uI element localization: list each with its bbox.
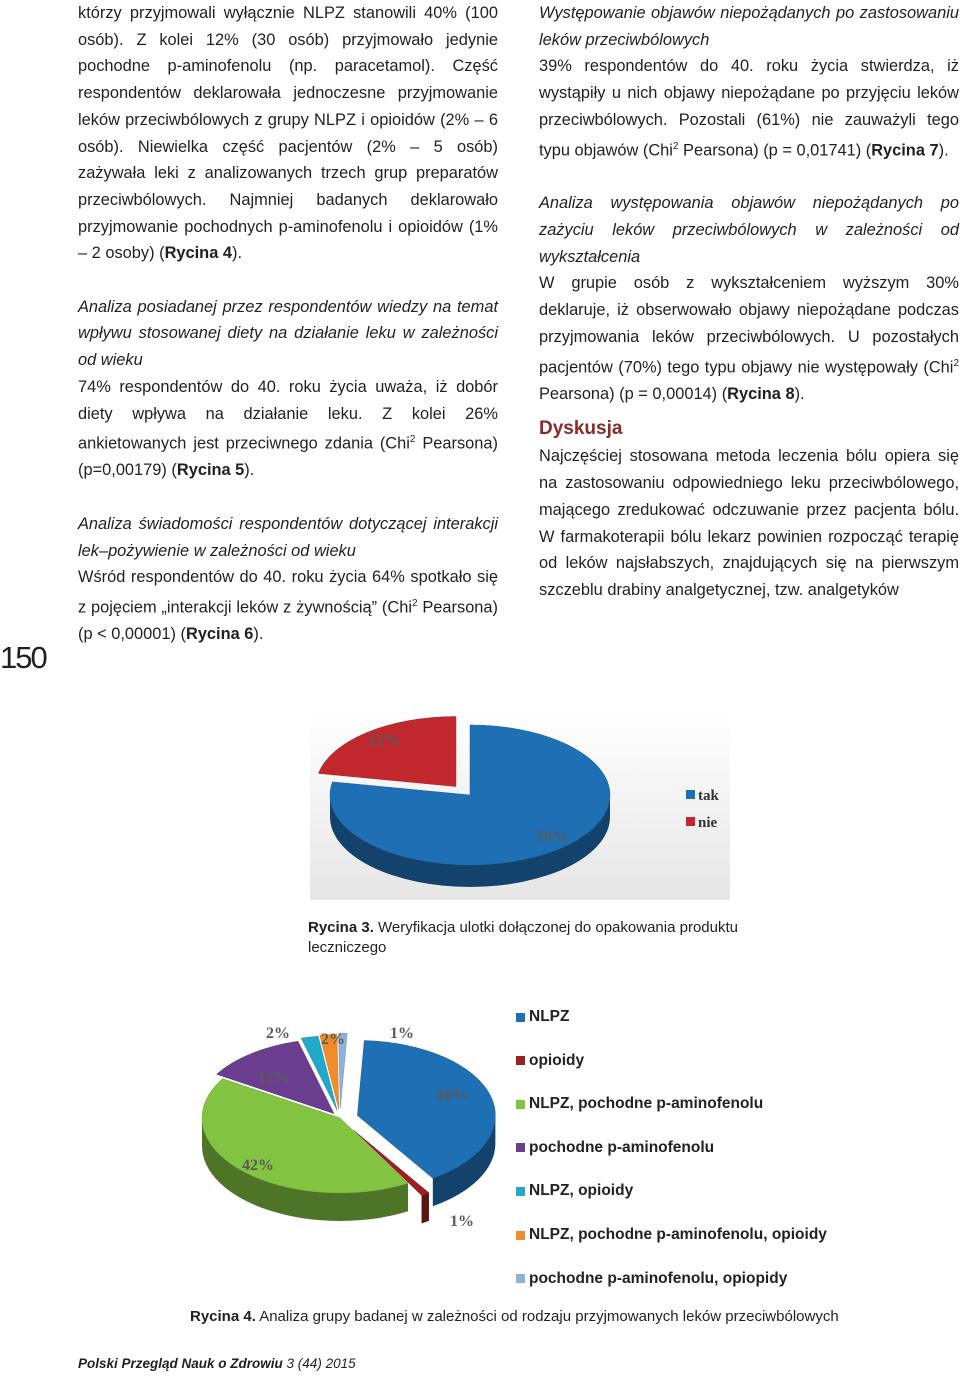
journal-footer: Polski Przegląd Nauk o Zdrowiu 3 (44) 2015	[78, 1356, 356, 1371]
subsection-heading: Analiza świadomości respondentów dotyczącej interakcji lek–pożywienie w zależności od wieku	[78, 514, 498, 560]
legend-item	[516, 1226, 827, 1244]
right-text-column	[539, 0, 959, 604]
legend-item	[516, 1052, 584, 1070]
data-label: 2%	[321, 1031, 345, 1048]
figure-ref: Rycina 6	[185, 625, 254, 644]
paragraph: 74% respondentów do 40. roku życia uważa, iż dobór diety wpływa na działanie leku. Z kolei 26% ankietowanych jest przeciwnego zdania (Chi$^2$ Pearsona) (p=0,00179) (Rycina 5).	[78, 377, 498, 480]
paragraph: 39% respondentów do 40. roku życia stwierdza, iż wystąpiły u nich objawy niepożądane po przyjęciu leków przeciwbólowych. Pozostali (61%) nie zauważyli tego typu objawów (Chi$^2$ Pearsona) (p = 0,01741) (Rycina 7).	[539, 57, 959, 159]
paragraph: Wśród respondentów do 40. roku życia 64% spotkało się z pojęciem „interakcji leków z żywnością” (Chi$^2$ Pearsona) (p < 0,00001) (Rycina 6).	[78, 568, 498, 644]
figure-4-chart	[190, 1000, 510, 1250]
legend-label: NLPZ	[529, 1008, 570, 1025]
legend-swatch	[516, 1056, 525, 1065]
legend-label: nie	[698, 815, 718, 831]
legend-item	[516, 1182, 633, 1200]
legend-item	[516, 1270, 787, 1288]
legend-label: pochodne p-aminofenolu	[529, 1138, 715, 1156]
legend-label: NLPZ, pochodne p-aminofenolu	[529, 1095, 764, 1113]
legend-swatch	[516, 1100, 525, 1109]
legend-swatch	[516, 1143, 525, 1152]
legend-swatch	[516, 1187, 525, 1196]
legend-swatch	[516, 1274, 525, 1283]
legend-swatch	[686, 790, 695, 799]
legend-label: tak	[698, 788, 719, 804]
figure-ref: Rycina 7	[871, 140, 939, 159]
data-label: 1%	[450, 1213, 474, 1230]
left-text-column	[78, 0, 498, 648]
paragraph: W grupie osób z wykształceniem wyższym 30% deklaruje, iż obserwowało objawy niepożądane podczas przyjmowania leków przeciwbólowych. U pozostałych pacjentów (70%) tego typu objawy nie występowały (Chi$^2$ Pearsona) (p = 0,00014) (Rycina 8).	[539, 274, 959, 403]
data-label: 2%	[266, 1025, 290, 1042]
figure-3-caption: Rycina 3. Weryfikacja ulotki dołączonej do opakowania produktu leczniczego	[308, 919, 738, 956]
data-label: 12%	[258, 1069, 290, 1086]
legend-label: NLPZ, opioidy	[529, 1182, 634, 1200]
data-label: 78%	[536, 829, 568, 846]
data-label: 40%	[436, 1087, 468, 1104]
legend-item	[516, 1008, 569, 1026]
subsection-heading: Występowanie objawów niepożądanych po zastosowaniu leków przeciwbólowych	[539, 4, 959, 49]
subsection-heading: Analiza posiadanej przez respondentów wiedzy na temat wpływu stosowanej diety na działanie leku w zależności od wieku	[78, 297, 498, 370]
pie-chart-3	[300, 700, 740, 900]
legend-item	[516, 1139, 714, 1157]
legend-item	[516, 1095, 763, 1113]
figure-4-caption: Rycina 4. Analiza grupy badanej w zależności od rodzaju przyjmowanych leków przeciwbólowych	[190, 1308, 839, 1325]
legend-swatch	[516, 1013, 525, 1022]
data-label: 1%	[390, 1025, 414, 1042]
figure-ref: Rycina 5	[176, 461, 245, 480]
subsection-heading: Analiza występowania objawów niepożądanych po zażyciu leków przeciwbólowych w zależności od wykształcenia	[539, 194, 959, 266]
data-label: 42%	[242, 1157, 274, 1174]
paragraph: Najczęściej stosowana metoda leczenia bólu opiera się na zastosowaniu odpowiedniego leku przeciwbólowego, mającego zredukować odczuwanie przez pacjenta bólu. W farmakoterapii bólu lekarz powinien rozpocząć terapię od leków najsłabszych, znajdujących się na pierwszym szczeblu drabiny analgetycznej, tzw. analgetyków	[539, 447, 959, 599]
pie-slice-side	[422, 1193, 429, 1223]
paragraph: którzy przyjmowali wyłącznie NLPZ stanowili 40% (100 osób). Z kolei 12% (30 osób) przyjmowało jedynie pochodne p-aminofenolu (np. paracetamol). Część respondentów deklarowała jednoczesne przyjmowanie leków przeciwbólowych z grupy NLPZ i opioidów (2% – 6 osób). Niewielka część pacjentów (2% – 5 osób) zażywała leki z analizowanych trzech grup preparatów przeciwbólowych. Najmniej badanych deklarowało przyjmowanie pochodnych p-aminofenolu i opioidów (1% – 2 osoby) (Rycina 4).	[78, 4, 498, 263]
legend-swatch	[516, 1231, 525, 1240]
figure-3-chart	[300, 700, 740, 900]
legend-label: opioidy	[529, 1051, 585, 1069]
legend-label: pochodne p-aminofenolu, opiopidy	[529, 1269, 788, 1287]
pie-chart-4	[190, 1000, 510, 1250]
data-label: 22%	[368, 732, 400, 749]
section-heading: Dyskusja	[539, 418, 623, 440]
page-number: 150	[0, 640, 46, 675]
figure-ref: Rycina 8	[727, 384, 795, 403]
figure-ref: Rycina 4	[164, 244, 232, 263]
legend-swatch	[686, 817, 695, 826]
legend-label: NLPZ, pochodne p-aminofenolu, opioidy	[529, 1226, 827, 1243]
